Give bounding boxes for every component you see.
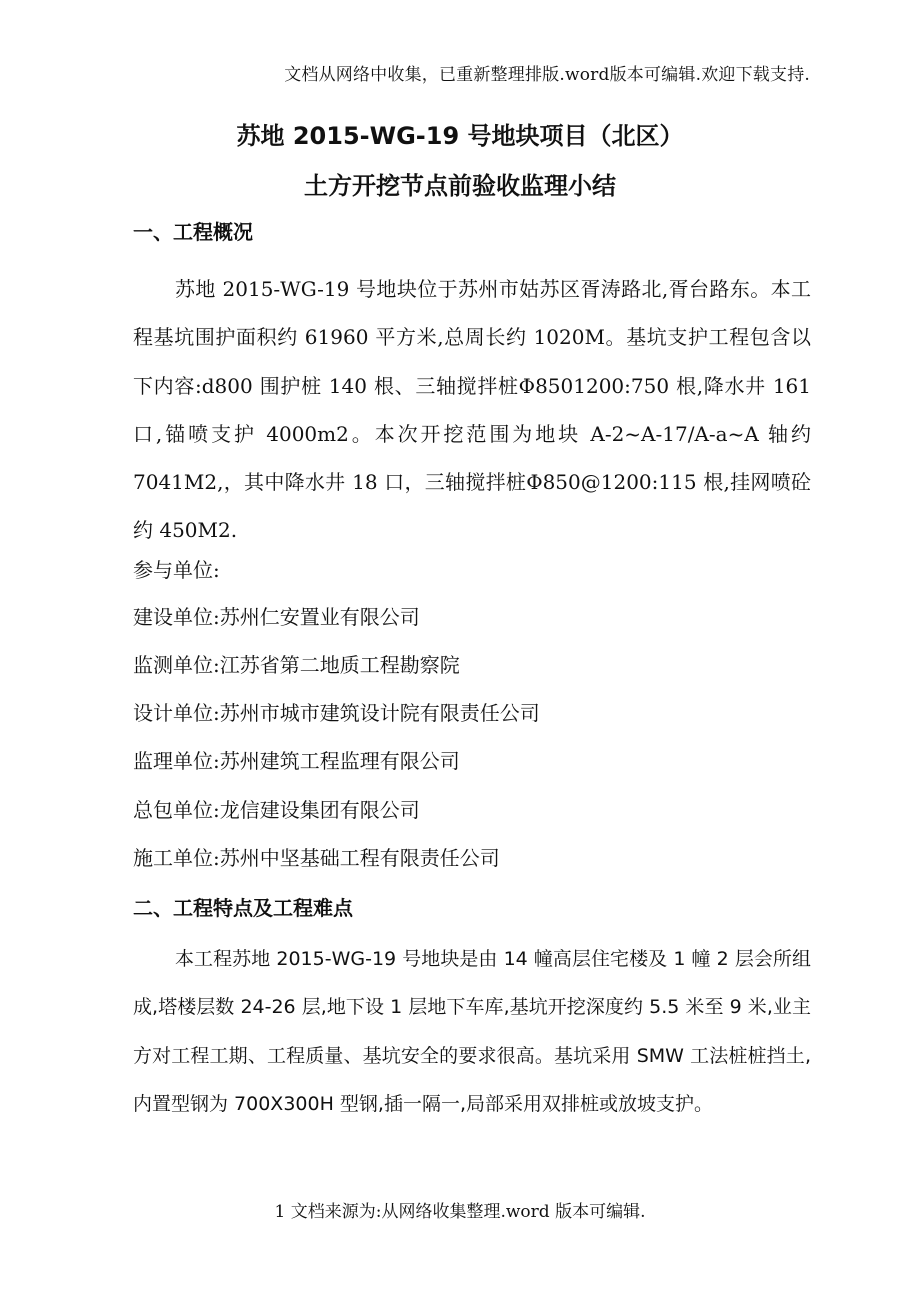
section-2-paragraph: 本工程苏地 2015-WG-19 号地块是由 14 幢高层住宅楼及 1 幢 2 层会所组成,塔楼层数 24-26 层,地下设 1 层地下车库,基坑开挖深度约 5.5 米至 9 米,业主方对工程工期、工程质量、基坑安全的要求很高。基坑采用 SMW 工法桩桩挡土,内置型钢为 700X300H 型钢,插一隔一,局部采用双排桩或放坡支护。	[133, 948, 811, 1115]
unit-line-builder: 施工单位:苏州中坚基础工程有限责任公司	[133, 846, 500, 870]
section-2-heading: 二、工程特点及工程难点	[133, 896, 353, 920]
unit-line-construction: 建设单位:苏州仁安置业有限公司	[133, 605, 420, 629]
unit-line-general-contractor: 总包单位:龙信建设集团有限公司	[133, 798, 420, 822]
unit-line-monitoring: 监测单位:江苏省第二地质工程勘察院	[133, 653, 460, 677]
section-1-paragraph: 苏地 2015-WG-19 号地块位于苏州市姑苏区胥涛路北,胥台路东。本工程基坑围护面积约 61960 平方米,总周长约 1020M。基坑支护工程包含以下内容:d800 围护桩 140 根、三轴搅拌桩Φ8501200:750 根,降水井 161 口,锚喷支护 4000m2。本次开挖范围为地块 A-2~A-17/A-a~A 轴约 7041M2,，其中降水井 18 口，三轴搅拌桩Φ850@1200:115 根,挂网喷砼约 450M2.	[133, 277, 811, 543]
section-1-heading: 一、工程概况	[133, 220, 253, 244]
document-title-line-1: 苏地 2015-WG-19 号地块项目（北区）	[236, 122, 684, 150]
unit-line-supervision: 监理单位:苏州建筑工程监理有限公司	[133, 749, 460, 773]
header-note: 文档从网络中收集，已重新整理排版.word版本可编辑.欢迎下载支持.	[284, 65, 810, 85]
document-title-line-2: 土方开挖节点前验收监理小结	[304, 172, 616, 200]
footer-note: 1 文档来源为:从网络收集整理.word 版本可编辑.	[274, 1202, 646, 1222]
unit-line-design: 设计单位:苏州市城市建筑设计院有限责任公司	[133, 701, 540, 725]
participants-label: 参与单位:	[133, 558, 220, 582]
